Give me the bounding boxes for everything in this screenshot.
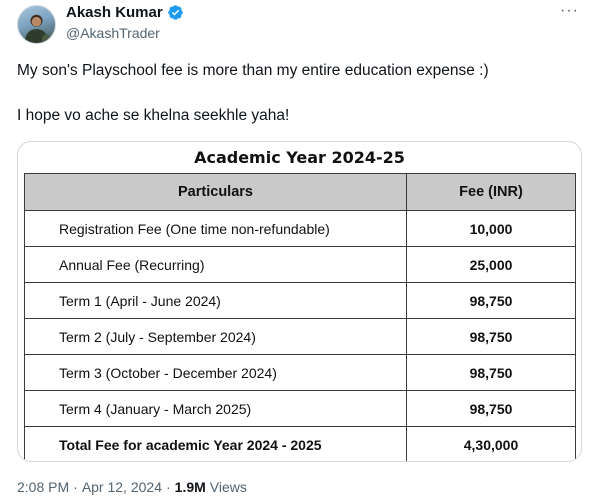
tweet-meta	[17, 479, 247, 495]
table-row	[25, 283, 576, 319]
row-fee: 98,750	[407, 391, 576, 427]
views-count: 1.9M	[174, 479, 206, 495]
row-particular: Term 4 (January - March 2025)	[25, 391, 407, 427]
row-particular: Registration Fee (One time non-refundable)	[25, 211, 407, 247]
tweet-media-image[interactable]	[17, 141, 582, 462]
table-row	[25, 319, 576, 355]
author-display-name[interactable]: Akash Kumar	[66, 4, 163, 21]
header-fee: Fee (INR)	[407, 174, 576, 211]
row-fee: 25,000	[407, 247, 576, 283]
row-particular: Term 1 (April - June 2024)	[25, 283, 407, 319]
profile-photo	[18, 6, 55, 43]
total-fee: 4,30,000	[407, 427, 576, 463]
fee-table-title: Academic Year 2024-25	[194, 148, 405, 167]
meta-separator: ·	[165, 479, 171, 495]
meta-separator: ·	[73, 479, 78, 495]
table-row	[25, 211, 576, 247]
tweet-text-line-1: My son's Playschool fee is more than my entire education expense :)	[17, 62, 489, 79]
table-row	[25, 247, 576, 283]
fee-table	[24, 173, 576, 462]
table-row	[25, 355, 576, 391]
author-handle[interactable]: @AkashTrader	[66, 25, 160, 41]
total-particular: Total Fee for academic Year 2024 - 2025	[25, 427, 407, 463]
row-fee: 98,750	[407, 319, 576, 355]
more-options-icon[interactable]: ···	[560, 2, 579, 19]
avatar[interactable]	[17, 5, 56, 44]
total-row	[25, 427, 576, 463]
tweet-text-line-2: I hope vo ache se khelna seekhle yaha!	[17, 107, 290, 124]
table-header-row	[25, 174, 576, 211]
author-name-row	[66, 4, 184, 21]
row-particular: Term 2 (July - September 2024)	[25, 319, 407, 355]
header-particulars: Particulars	[25, 174, 407, 211]
row-fee: 10,000	[407, 211, 576, 247]
row-particular: Term 3 (October - December 2024)	[25, 355, 407, 391]
tweet-date[interactable]: Apr 12, 2024	[81, 479, 162, 495]
table-row	[25, 391, 576, 427]
verified-badge-icon	[167, 4, 184, 21]
row-fee: 98,750	[407, 355, 576, 391]
row-particular: Annual Fee (Recurring)	[25, 247, 407, 283]
row-fee: 98,750	[407, 283, 576, 319]
views-label: Views	[209, 479, 247, 495]
tweet-time[interactable]: 2:08 PM	[17, 479, 70, 495]
